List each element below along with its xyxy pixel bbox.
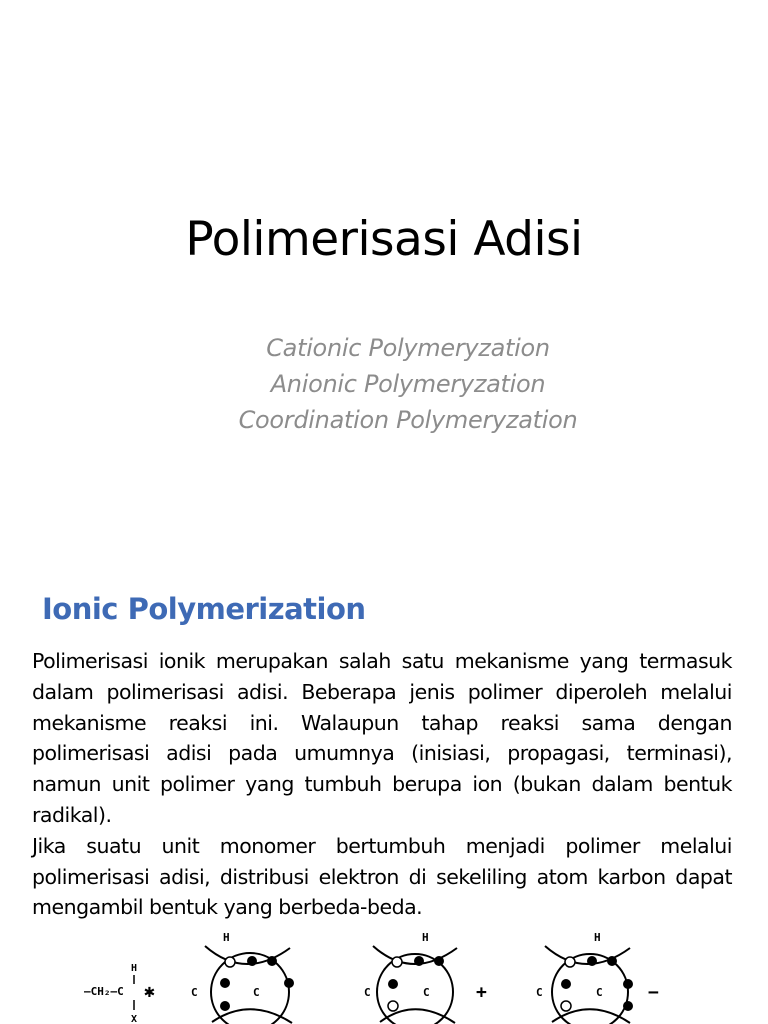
subtitle-coordination: Coordination Polymeryzation <box>238 406 578 434</box>
electron-2e <box>388 1001 398 1011</box>
carbanion-structure <box>536 931 659 1024</box>
orbital-arc-3b <box>552 1009 630 1023</box>
chain-bottom-atom: X <box>131 1014 138 1024</box>
subtitle-cationic: Cationic Polymeryzation <box>266 334 550 362</box>
minus-sign: − <box>648 982 659 1003</box>
electron-3g <box>623 1001 633 1011</box>
atom-c-2a: C <box>364 986 371 999</box>
chain-top-atom: H <box>131 963 138 974</box>
atom-h-1: H <box>223 931 230 944</box>
section-heading: Ionic Polymerization <box>42 592 366 626</box>
paragraph-2: Jika suatu unit monomer bertumbuh menjadi polimer melalui polimerisasi adisi, distribusi elektron di sekeliling atom karbon dapat mengambil bentuk yang berbeda-beda. <box>32 833 732 920</box>
electron-2c <box>434 956 444 966</box>
electron-2a <box>392 957 402 967</box>
atom-c-1a: C <box>191 986 198 999</box>
electron-3d <box>561 979 571 989</box>
electron-1d <box>220 978 230 988</box>
atom-h-3: H <box>594 931 601 944</box>
atom-c-1b: C <box>253 986 260 999</box>
electron-1e <box>284 978 294 988</box>
electron-2b <box>414 956 424 966</box>
plus-sign: + <box>476 982 487 1003</box>
page-title: Polimerisasi Adisi <box>185 212 583 267</box>
chain-label: —CH₂—C <box>84 985 124 998</box>
electron-3a <box>565 957 575 967</box>
ionic-slide <box>0 560 768 1024</box>
radical-mark: ✱ <box>144 981 155 1002</box>
radical-structure <box>191 931 294 1024</box>
electron-3c <box>607 956 617 966</box>
electron-1f <box>220 1001 230 1011</box>
body-text <box>32 646 732 923</box>
carbocation-structure <box>364 931 487 1024</box>
electron-distribution-diagram <box>0 926 768 1024</box>
electron-1b <box>247 956 257 966</box>
subtitle-list <box>0 330 768 438</box>
atom-h-2: H <box>422 931 429 944</box>
electron-2d <box>388 979 398 989</box>
electron-3f <box>623 979 633 989</box>
diagram-svg <box>0 926 768 1024</box>
electron-1c <box>267 956 277 966</box>
atom-c-3b: C <box>596 986 603 999</box>
atom-c-3a: C <box>536 986 543 999</box>
electron-1a <box>225 957 235 967</box>
paragraph-1: Polimerisasi ionik merupakan salah satu mekanisme yang termasuk dalam polimerisasi adisi. Beberapa jenis polimer diperoleh melalui mekanisme reaksi ini. Walaupun tahap reaksi sama dengan polimerisasi adisi pada umumnya (inisiasi, propagasi, terminasi), namun unit polimer yang tumbuh berupa ion (bukan dalam bentuk radikal). <box>32 649 732 827</box>
electron-3e <box>561 1001 571 1011</box>
atom-c-2b: C <box>423 986 430 999</box>
subtitle-anionic: Anionic Polymeryzation <box>270 370 546 398</box>
electron-3b <box>587 956 597 966</box>
